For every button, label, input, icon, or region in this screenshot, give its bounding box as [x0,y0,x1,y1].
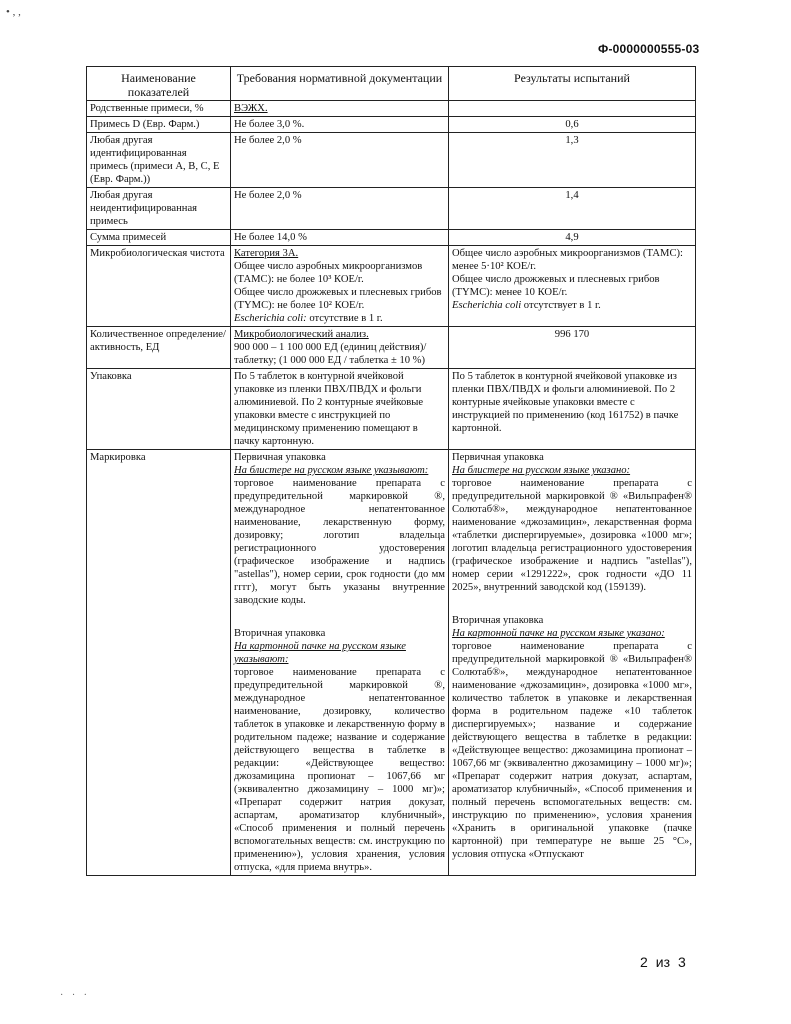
table-row [87,133,696,188]
impurity-result: 1,4 [449,188,696,230]
impurities-title: Родственные примеси, % [87,101,231,117]
micro-name: Микробиологическая чистота [87,246,231,327]
table-row [87,327,696,369]
scan-artifact-marks: • , , [6,6,21,18]
pack-name: Упаковка [87,369,231,450]
impurity-name: Примесь D (Евр. Фарм.) [87,117,231,133]
table-row [87,117,696,133]
res-secondary-text: торговое наименование препарата с предупредительной маркировкой ® «Вильпрафен® Солютаб®», международное непатентованное наименование «джозамицин», дозировка «1000 мг», количество таблеток в упаковке и лекарственная форма в родительном падеже «10 таблеток диспергируемых»; название и содержание действующего вещества в таблетке в редакции: «Действующее вещество: джозамицина пропионат – 1067,66 мг (эквивалентно джозамицину – 1000 мг)»; «Препарат содержит натрия докузат, аспартам, ароматизатор клубничный», «Способ применения и полный перечень вспомогательных веществ: см. инструкцию по применению», условия хранения «Хранить в оригинальной упаковке (пачке картонной) при температуре не выше 25 °С», условия отпуска «Отпускают [452,641,692,860]
table-row [87,188,696,230]
micro-req-tymc: Общее число дрожжевых и плесневых грибов (ТYМС): не более 10² КОЕ/г. [234,287,442,311]
impurity-result: 0,6 [449,117,696,133]
quant-result: 996 170 [449,327,696,369]
quant-method: Микробиологический анализ. [234,329,369,340]
micro-res-tymc: Общее число дрожжевых и плесневых грибов (ТYМС): менее 10 КОЕ/г. [452,274,660,298]
document-code: Ф-0000000555-03 [598,42,700,56]
impurity-requirement: Не более 2,0 % [231,133,449,188]
specification-table [86,66,696,876]
res-secondary-title: Вторичная упаковка [452,615,544,626]
quant-requirements [231,327,449,369]
table-row [87,101,696,117]
req-secondary-sub: На картонной пачке на русском языке указывают: [234,641,406,665]
res-secondary-sub: На картонной пачке на русском языке указано: [452,628,665,639]
impurity-requirement: Не более 3,0 %. [231,117,449,133]
res-primary-sub: На блистере на русском языке указано: [452,465,631,476]
impurities-method: ВЭЖХ. [231,101,449,117]
micro-req-ecoli: Escherichia coli: отсутствие в 1 г. [234,313,383,324]
res-primary-text: торговое наименование препарата с предупредительной маркировкой ® «Вильпрафен® Солютаб®», международное непатентованное наименование «джозамицин», лекарственная форма «таблетки диспергируемые», дозировка «1000 мг»; логотип владельца регистрационного удостоверения (графическое изображение и надпись "astellas"), номер серии «1291222», срок годности «ДО 11 2025», внутренний заводской код (159139). [452,478,692,593]
table-header-row [87,67,696,101]
table-row [87,230,696,246]
quant-requirement: 900 000 – 1 100 000 ЕД (единиц действия)/ таблетку; (1 000 000 ЕД / таблетка ± 10 %) [234,342,427,366]
micro-req-tamc: Общее число аэробных микроорганизмов (ТАМС): не более 10³ КОЕ/г. [234,261,423,285]
quant-name: Количественное определение/ активность, ЕД [87,327,231,369]
pack-result: По 5 таблеток в контурной ячейковой упаковке из пленки ПВХ/ПВДХ и фольги алюминиевой. По 2 контурные ячейковые упаковки вместе с инструкцией по применению (код 161752) в пачке картонной. [449,369,696,450]
marking-requirements [231,450,449,876]
micro-requirements [231,246,449,327]
header-results: Результаты испытаний [449,67,696,101]
header-requirements: Требования нормативной документации [231,67,449,101]
req-primary-text: торговое наименование препарата с предупредительной маркировкой ®, международное непатентованное наименование, лекарственную форму, дозировку; логотип владельца регистрационного удостоверения (графическое изображение и надпись "astellas"), номер серии, срок годности (до мм гггг), могут быть указаны внутренние заводские коды. [234,478,445,606]
impurity-result: 1,3 [449,133,696,188]
impurity-name: Любая другая неидентифицированная примесь [87,188,231,230]
micro-category: Категория 3А. [234,248,299,259]
req-primary-sub: На блистере на русском языке указывают: [234,465,429,476]
header-indicator: Наименование показателей [87,67,231,101]
res-primary-title: Первичная упаковка [452,452,544,463]
table-row [87,369,696,450]
impurity-requirement: Не более 14,0 % [231,230,449,246]
table-row [87,450,696,876]
micro-results [449,246,696,327]
impurity-name: Сумма примесей [87,230,231,246]
marking-results [449,450,696,876]
impurity-result: 4,9 [449,230,696,246]
req-secondary-text: торговое наименование препарата с предупредительной маркировкой ®, международное непатентованное наименование, дозировку, количество таблеток в упаковке и лекарственную форму в родительном падеже; название и содержание действующего вещества в таблетке в редакции: «Действующее вещество: джозамицина пропионат – 1067,66 мг (эквивалентно джозамицину – 1000 мг)»; «Препарат содержит натрия докузат, аспартам, ароматизатор клубничный», «Способ применения и полный перечень вспомогательных веществ: см. инструкцию по применению»), условия хранения, условия отпуска, «для приема внутрь». [234,667,445,873]
req-secondary-title: Вторичная упаковка [234,628,326,639]
pack-requirement: По 5 таблеток в контурной ячейковой упаковке из пленки ПВХ/ПВДХ и фольги алюминиевой. По 2 контурные ячейковые упаковки вместе с инструкцией по медицинскому применению помещают в пачку картонную. [231,369,449,450]
micro-res-ecoli: Escherichia coli отсутствует в 1 г. [452,300,601,311]
req-primary-title: Первичная упаковка [234,452,326,463]
page-number: 2 из 3 [640,954,686,970]
table-row [87,246,696,327]
marking-name: Маркировка [87,450,231,876]
impurity-name: Любая другая идентифицированная примесь (примеси А, В, С, Е (Евр. Фарм.)) [87,133,231,188]
impurity-requirement: Не более 2,0 % [231,188,449,230]
micro-res-tamc: Общее число аэробных микроорганизмов (ТАМС): менее 5·10² КОЕ/г. [452,248,684,272]
scan-artifact-dots: · · · [60,990,90,1001]
